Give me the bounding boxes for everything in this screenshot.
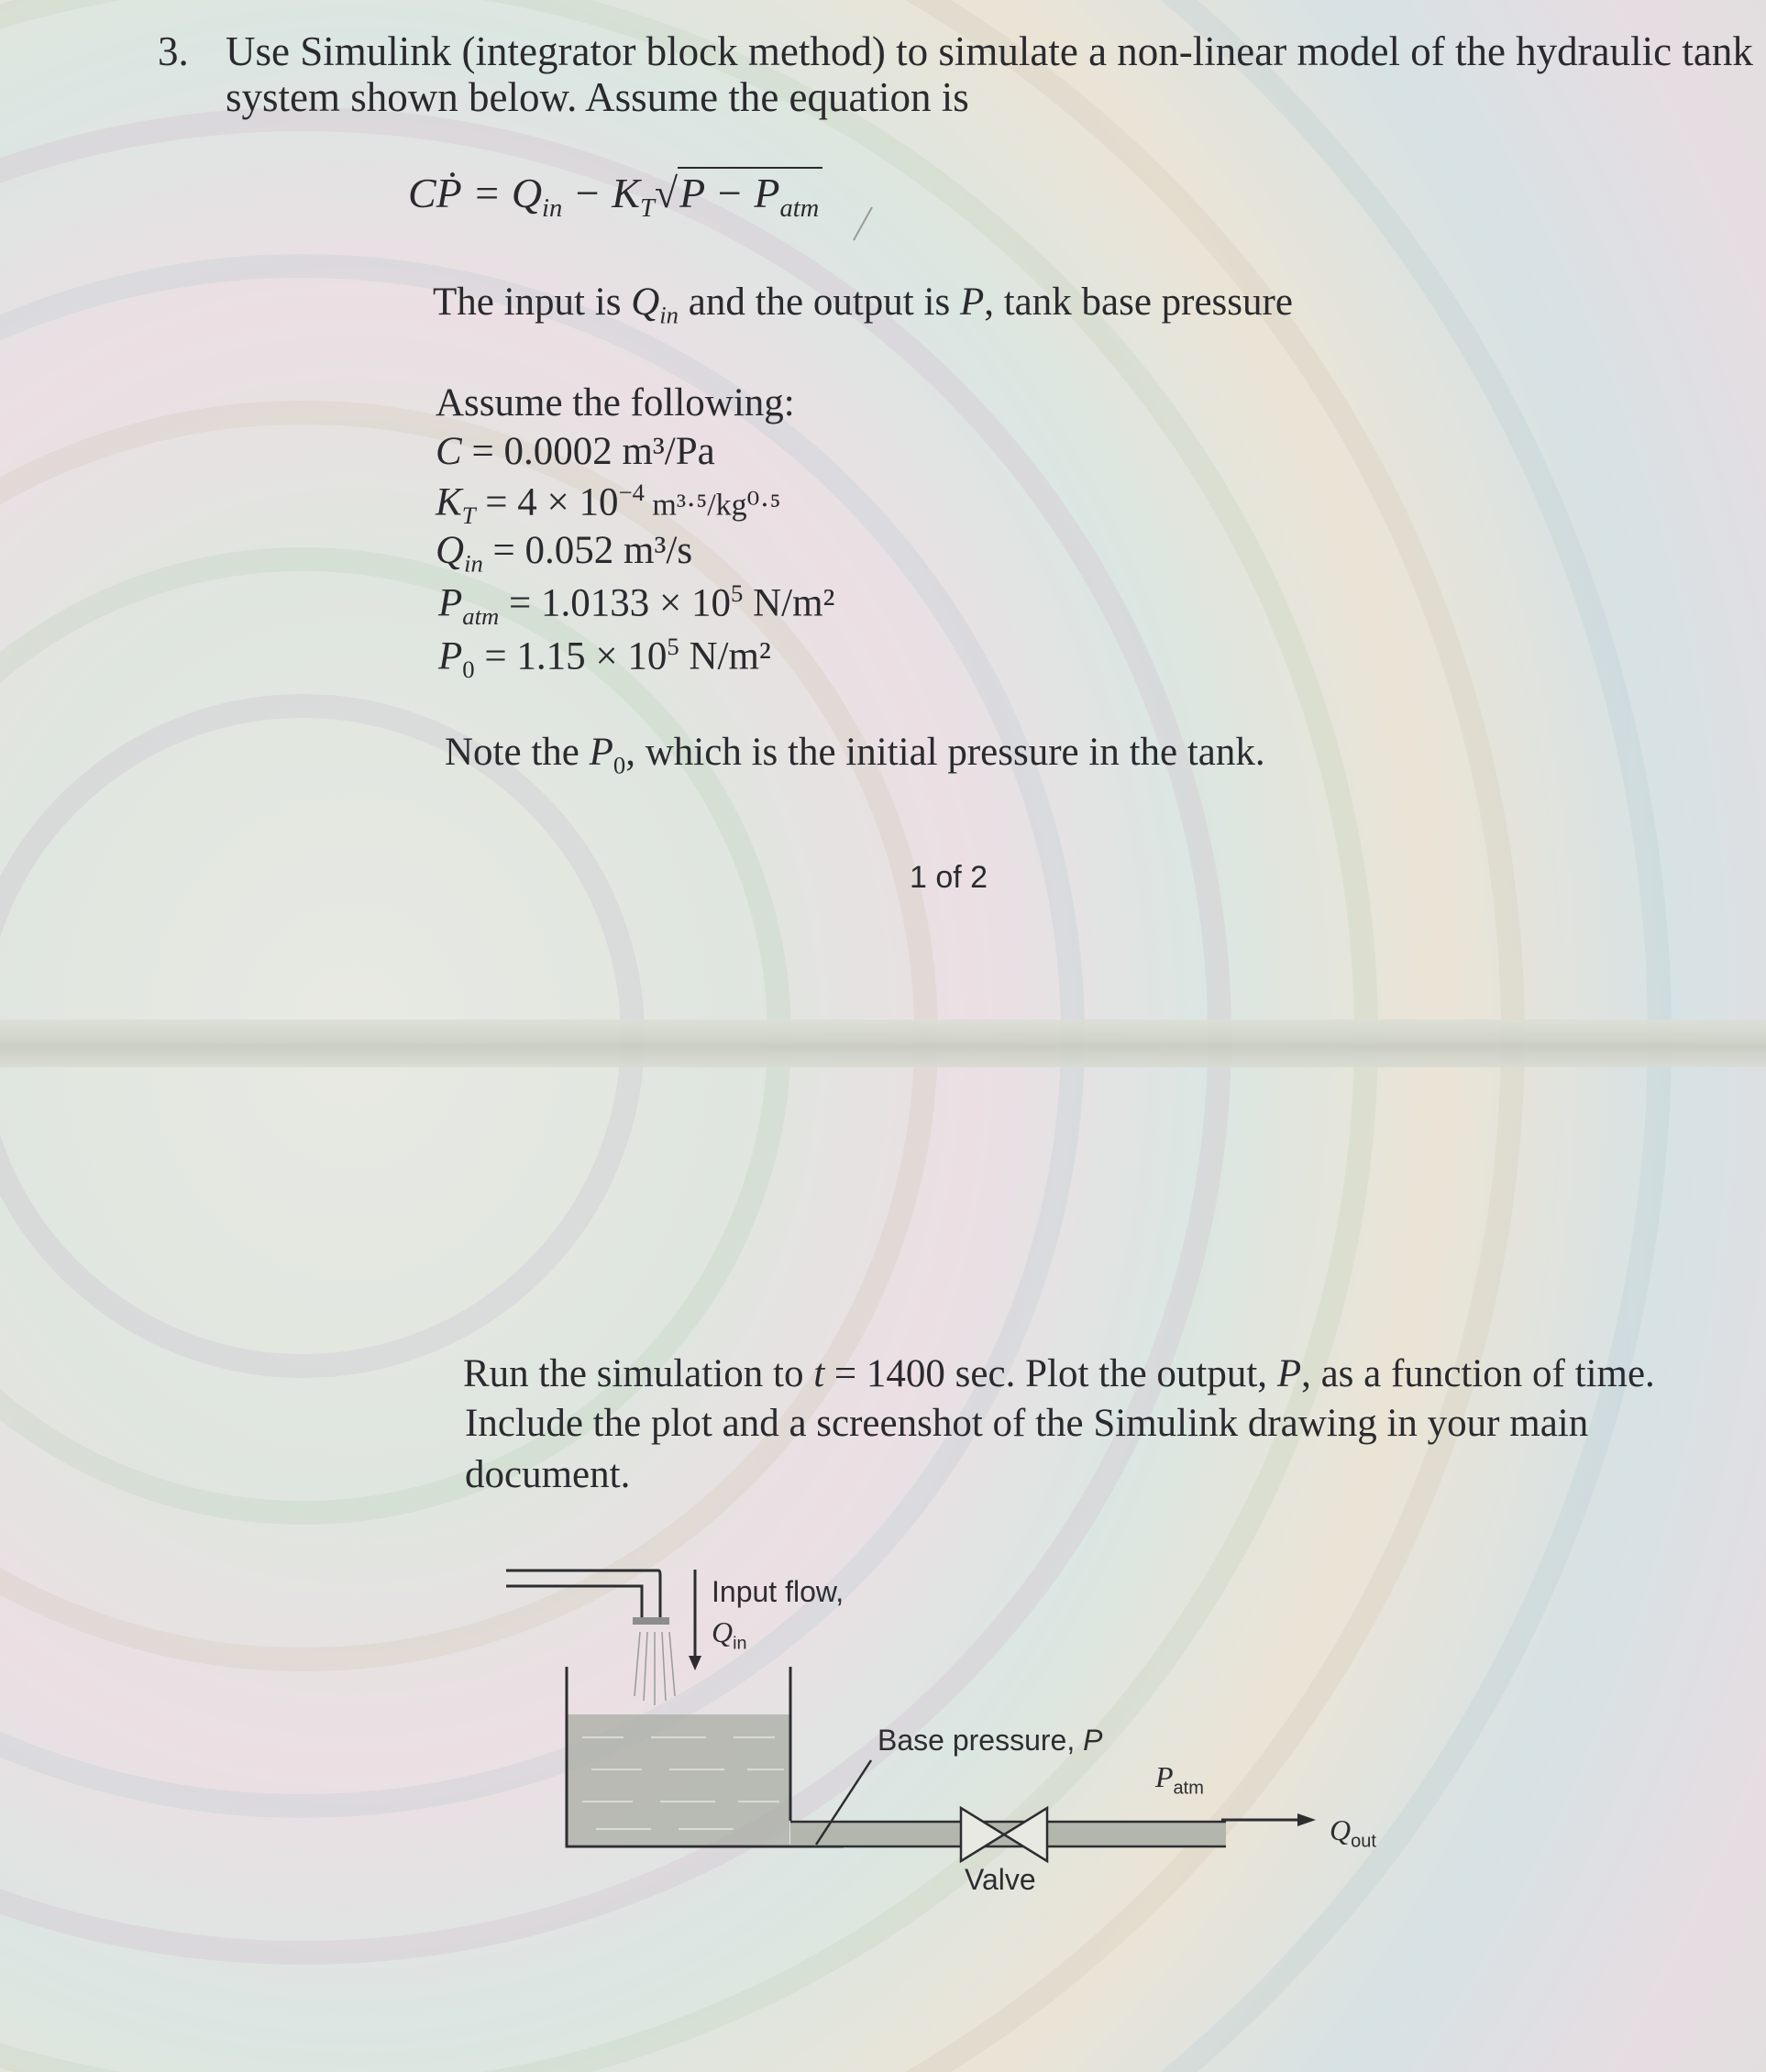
c-value: = 0.0002 m³/Pa: [461, 430, 715, 473]
equation-kt-sub: T: [639, 194, 655, 224]
input-flow-label: Input flow,: [712, 1575, 844, 1608]
radicand-text: P − P: [679, 170, 780, 216]
qout-label: [1330, 1813, 1376, 1852]
qin-diagram-sub: in: [733, 1633, 747, 1654]
question-line-2: system shown below. Assume the equation is: [226, 74, 969, 120]
assumption-patm: [438, 579, 834, 631]
patm-sym: P: [438, 581, 463, 625]
sqrt-symbol: √: [654, 170, 679, 216]
io-q: Q: [631, 281, 660, 324]
patm-sub: atm: [462, 601, 500, 630]
governing-equation: [408, 167, 822, 224]
patm-diagram-sym: P: [1155, 1760, 1174, 1793]
page-indicator: 1 of 2: [910, 860, 988, 895]
p0-unit: N/m²: [679, 634, 771, 678]
instructions-line-1: [463, 1351, 1655, 1396]
instr-p: P: [1276, 1352, 1302, 1395]
io-part-3: , tank base pressure: [984, 281, 1293, 324]
input-output-sentence: [433, 280, 1293, 330]
equation-kt: − K: [562, 170, 640, 216]
instructions-line-2: Include the plot and a screenshot of the Simulink drawing in your main: [465, 1402, 1589, 1445]
instructions-line-3: document.: [465, 1453, 631, 1496]
tank-water: [568, 1714, 789, 1845]
assumption-c: [436, 429, 715, 474]
base-pressure-text: Base pressure,: [877, 1724, 1084, 1757]
note-part-2: , which is the initial pressure in the tank.: [625, 731, 1265, 774]
qin-value: = 0.052 m³/s: [482, 529, 693, 572]
io-q-sub: in: [659, 301, 679, 329]
kt-sub: T: [461, 501, 476, 529]
note-p: P: [589, 731, 613, 774]
initial-pressure-note: [445, 730, 1265, 780]
input-flow-symbol: [712, 1615, 747, 1654]
p0-value: = 1.15 × 10: [474, 634, 668, 678]
valve-label: Valve: [965, 1863, 1036, 1896]
patm-unit: N/m²: [743, 581, 835, 625]
instr-a: Run the simulation to: [463, 1352, 814, 1395]
kt-value: = 4 × 10: [475, 480, 619, 524]
p0-sub: 0: [462, 655, 475, 683]
qout-sym: Q: [1330, 1813, 1352, 1846]
instr-b: = 1400 sec. Plot the output,: [824, 1352, 1277, 1395]
question-line-1: Use Simulink (integrator block method) to simulate a non-linear model of the hydraulic tank: [226, 28, 1753, 74]
base-pressure-sym: P: [1083, 1724, 1103, 1757]
assumption-qin: [436, 528, 692, 579]
falling-water: [635, 1632, 675, 1705]
base-pressure-label: [877, 1724, 1102, 1758]
qin-diagram-sym: Q: [712, 1615, 734, 1648]
patm-diagram-sub: atm: [1173, 1778, 1204, 1799]
kt-exp: −4: [618, 479, 645, 506]
radicand-sub: atm: [779, 194, 820, 224]
patm-value: = 1.0133 × 10: [499, 581, 732, 625]
qin-sub: in: [464, 549, 483, 578]
io-part-2: and the output is: [678, 281, 960, 324]
pen-mark: [848, 204, 876, 244]
assumption-kt: [436, 479, 780, 530]
equation-radicand: [678, 167, 822, 224]
equation-qin-sub: in: [542, 194, 563, 224]
p0-exp: 5: [667, 633, 679, 660]
equation-lhs: CṖ = Q: [408, 170, 543, 216]
assumptions-heading: Assume the following:: [436, 381, 795, 424]
assumption-p0: [438, 633, 771, 684]
kt-unit: m³·⁵/kg⁰·⁵: [644, 488, 781, 523]
note-part-1: Note the: [445, 731, 590, 774]
patm-exp: 5: [731, 579, 744, 607]
instr-t: t: [813, 1352, 825, 1395]
qin-sym: Q: [436, 529, 465, 572]
p0-sym: P: [438, 634, 463, 678]
pipe-nozzle: [633, 1617, 669, 1625]
qout-sub: out: [1351, 1831, 1376, 1852]
note-p-sub: 0: [613, 751, 626, 779]
valve-icon: [961, 1808, 1047, 1861]
io-p: P: [959, 281, 985, 324]
kt-sym: K: [436, 480, 462, 524]
c-sym: C: [436, 430, 462, 473]
patm-label: [1155, 1760, 1204, 1799]
instr-c: , as a function of time.: [1301, 1352, 1655, 1395]
io-part-1: The input is: [433, 281, 632, 324]
question-number: 3.: [158, 28, 189, 74]
